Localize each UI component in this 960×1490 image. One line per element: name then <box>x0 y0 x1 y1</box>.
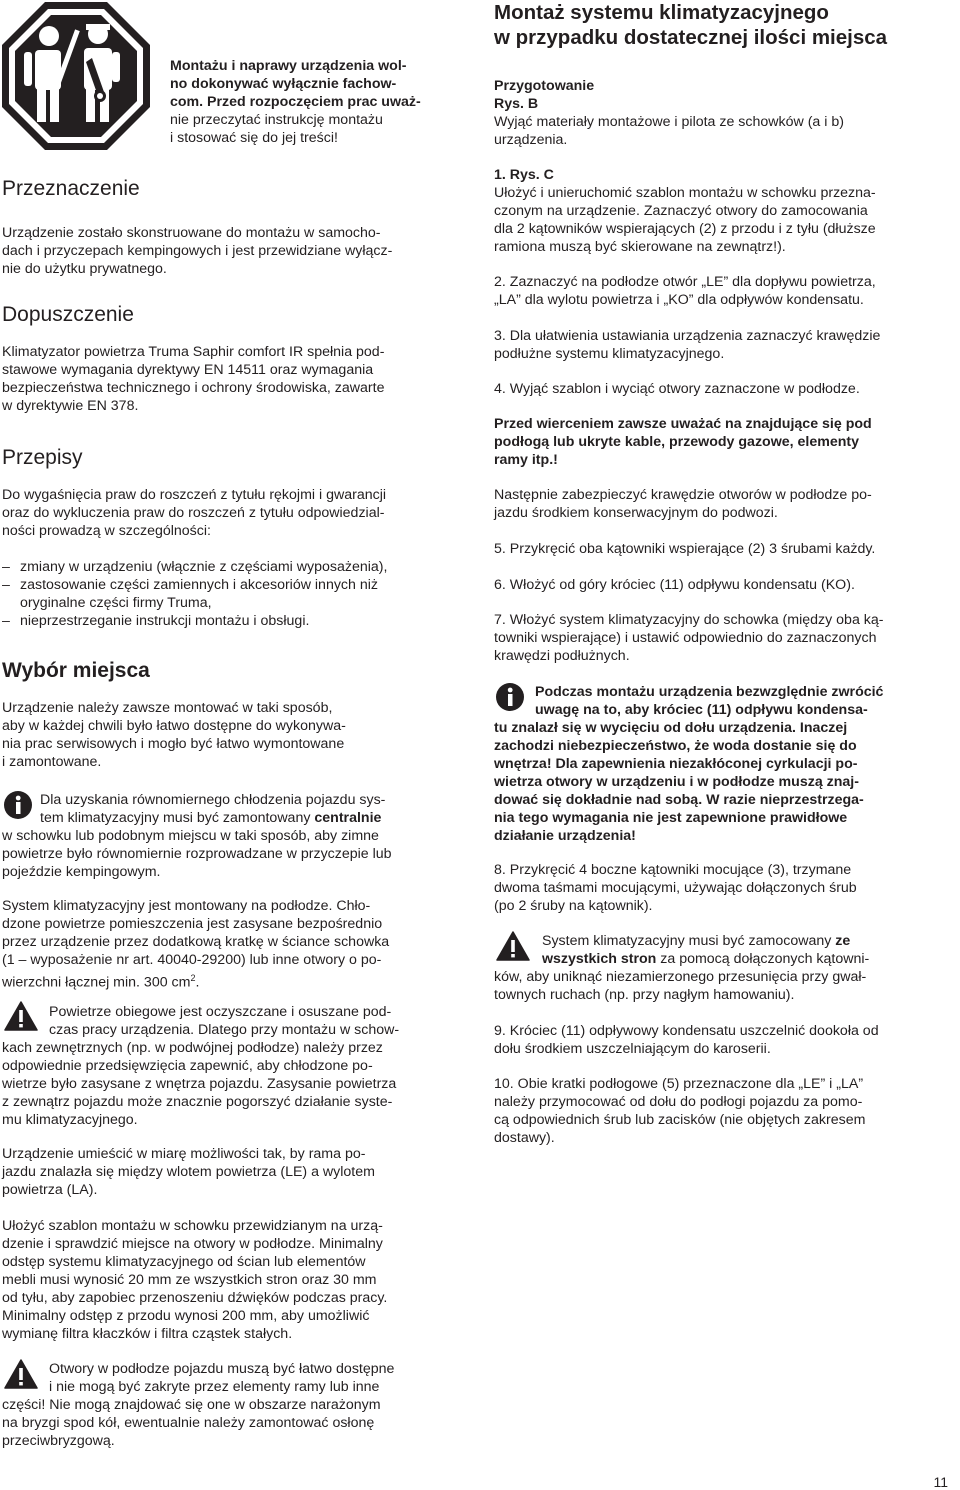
info-note-body <box>2 827 468 881</box>
text-line: stawowe wymagania dyrektywy EN 14511 oraz wymagania <box>2 362 374 378</box>
page-number: 11 <box>933 1474 948 1490</box>
approval-heading: Dopuszczenie <box>2 303 134 326</box>
text-line: Urządzenie zostało skonstruowane do montażu w samocho- <box>2 225 381 241</box>
secure-edges <box>494 486 956 522</box>
step-4 <box>494 380 956 398</box>
text-line: Urządzenie należy zawsze montować w taki sposób, <box>2 700 333 716</box>
emphasis: centralnie <box>314 810 382 826</box>
text-line: powietrza (LA). <box>2 1182 98 1198</box>
text-line: z zewnątrz pojazdu może znacznie pogorszyć działanie syste- <box>2 1094 393 1110</box>
text-line: ramiona muszą być skierowane na zewnątrz!). <box>494 239 786 255</box>
step-6 <box>494 576 956 594</box>
text-line: przez urządzenie przez dodatkową kratkę w ściance schowka <box>2 934 390 950</box>
intro-warning-line: i stosować się do jej treści! <box>170 130 338 146</box>
step-8 <box>494 861 956 915</box>
text-line: 7. Włożyć system klimatyzacyjny do schowka (między oba ką- <box>494 612 884 628</box>
text-line: na bryzgi spod kół, ewentualnie należy zamontować osłonę <box>2 1415 375 1431</box>
text-line: powietrze było równomiernie rozprowadzane w przyczepie lub <box>2 846 392 862</box>
text-line: przeciwbryzgową. <box>2 1433 115 1449</box>
text-line: działanie urządzenia! <box>494 828 636 844</box>
text-line: wietrze było zasysane z wnętrza pojazdu. Zasysanie powietrza <box>2 1076 397 1092</box>
text-line: 2. Zaznaczyć na podłodze otwór „LE” dla dopływu powietrza, <box>494 274 876 290</box>
text-line: dzenie i sprawdzić miejsce na otwory w podłodze. Minimalny <box>2 1236 383 1252</box>
text-line: „LA” dla wylotu powietrza i „KO” dla odpływów kondensatu. <box>494 292 864 308</box>
text-line: Ułożyć i unieruchomić szablon montażu w schowku przezna- <box>494 185 876 201</box>
text-line: aby w każdej chwili było łatwo dostępne do wykonywa- <box>2 718 346 734</box>
list-item-continuation: oryginalne części firmy Truma, <box>20 595 212 611</box>
text-line: dwoma taśmami mocującymi, używając dołączonych śrub <box>494 880 857 896</box>
location-text <box>2 699 468 771</box>
text-line: odstęp systemu klimatyzacyjnego od ścian lub elementów <box>2 1254 366 1270</box>
text-line: tu znalazł się w wycięciu od dołu urządzenia. Inaczej <box>494 720 848 736</box>
template-paragraph <box>2 1217 468 1343</box>
text-line: (po 2 śruby na kątownik). <box>494 898 653 914</box>
list-item: – nieprzestrzeganie instrukcji montażu i obsługi. <box>2 612 468 630</box>
preparation <box>494 77 956 149</box>
warning2-body <box>2 1396 468 1450</box>
step-3 <box>494 327 956 363</box>
text-line: ków, aby uniknąć niezamierzonego przesunięcia przy gwał- <box>494 969 867 985</box>
step-1 <box>494 166 956 256</box>
text-line: wnętrza! Dla zapewnienia niezakłóconej cyrkulacji po- <box>494 756 858 772</box>
text-line: bezpieczeństwa technicznego i ochrony środowiska, zawarte <box>2 380 385 396</box>
intro-warning-line: com. Przed rozpoczęciem prac uważ- <box>170 94 421 110</box>
warning-triangle-icon <box>4 1359 38 1389</box>
text-line: mebli musi wynosić 20 mm ze wszystkich stron oraz 30 mm <box>2 1272 377 1288</box>
text-line: w schowku lub podobnym miejscu w taki sposób, aby zimne <box>2 828 379 844</box>
text-span: . <box>195 974 200 991</box>
text-line: ności prowadzą w szczególności: <box>2 523 211 539</box>
stop-sign-icon <box>0 0 152 152</box>
text-line: townych ruchach (np. przy nagłym hamowaniu). <box>494 987 795 1003</box>
text-line: Otwory w podłodze pojazdu muszą być łatwo dostępne <box>49 1361 395 1377</box>
drill-warning <box>494 415 956 469</box>
text-span: wierzchni łącznej min. 300 cm <box>2 974 191 991</box>
list-item: – zmiany w urządzeniu (włącznie z częściami wyposażenia), <box>2 558 468 576</box>
text-line: kach zewnętrznych (np. w podwójnej podłodze) należy przez <box>2 1040 383 1056</box>
text-line: nia tego wymagania nie jest zapewnione prawidłowe <box>494 810 848 826</box>
text-span: za pomocą dołączonych kątowni- <box>656 951 870 967</box>
text-line: urządzenia. <box>494 132 568 148</box>
text-line: pojeździe kempingowym. <box>2 864 161 880</box>
text-line: oraz do wykluczenia praw do roszczeń z tytułu odpowiedzial- <box>2 505 385 521</box>
text-line: ramy itp.! <box>494 452 558 468</box>
text-line: cą odpowiednich śrub lub zacisków (nie objętych zakresem <box>494 1112 866 1128</box>
text-line: wymianę filtra kłaczków i filtra cząstek stałych. <box>2 1326 293 1342</box>
step-9 <box>494 1022 956 1058</box>
section-heading <box>494 0 956 50</box>
purpose-text <box>2 224 468 278</box>
text-line: czonym na urządzenie. Zaznaczyć otwory do zamocowania <box>494 203 868 219</box>
text-line: Ułożyć szablon montażu w schowku przewidzianym na urzą- <box>2 1218 383 1234</box>
text-span: tem klimatyzacyjny musi być zamontowany <box>40 810 315 826</box>
warning1-body <box>2 1039 468 1129</box>
text-line: 3. Dla ułatwienia ustawiania urządzenia zaznaczyć krawędzie <box>494 328 881 344</box>
text-line: towniki wspierające) i ustawić odpowiednio do zaznaczonych <box>494 630 877 646</box>
heading-line: Montaż systemu klimatyzacyjnego <box>494 1 829 24</box>
text-line: krawędzi podłużnych. <box>494 648 630 664</box>
list-item: – zastosowanie części zamiennych i akcesoriów innych niż <box>2 576 468 594</box>
text-line: Minimalny odstęp z przodu wynosi 200 mm, aby umożliwić <box>2 1308 370 1324</box>
text-line: jazdu środkiem konserwacyjnym do podwozi. <box>494 505 778 521</box>
text-line: dla 2 kątowników wspierających (2) z przodu i z tyłu (dłuższe <box>494 221 876 237</box>
text-line: (1 – wyposażenie nr art. 40040-29200) lub inne otwory o po- <box>2 952 382 968</box>
text-line: Powietrze obiegowe jest oczyszczane i osuszane pod- <box>49 1004 392 1020</box>
text-line: odpowiednie przedsięwzięcia zapewnić, aby chłodzone po- <box>2 1058 373 1074</box>
location-heading: Wybór miejsca <box>2 659 150 682</box>
text-line: 6. Włożyć od góry króciec (11) odpływu kondensatu (KO). <box>494 577 855 593</box>
text-line: Dla uzyskania równomiernego chłodzenia pojazdu sys- <box>40 792 386 808</box>
text-line: jazdu znalazła się między wlotem powietrza (LE) a wylotem <box>2 1164 375 1180</box>
warning-triangle-icon <box>496 931 530 961</box>
floor-paragraph <box>2 897 468 992</box>
text-line: 4. Wyjąć szablon i wyciąć otwory zaznaczone w podłodze. <box>494 381 860 397</box>
text-line: 5. Przykręcić oba kątowniki wspierające (2) 3 śrubami każdy. <box>494 541 876 557</box>
text-line: od tyłu, aby zapobiec przenoszeniu dźwięków podczas pracy. <box>2 1290 388 1306</box>
text-line: Urządzenie umieścić w miarę możliwości tak, by rama po- <box>2 1146 366 1162</box>
warning1-head <box>49 1003 469 1039</box>
warning3-body <box>494 968 956 1004</box>
text-line: 10. Obie kratki podłogowe (5) przeznaczone dla „LE” i „LA” <box>494 1076 864 1092</box>
text-line: uwagę na to, aby króciec (11) odpływu kondensa- <box>535 702 868 718</box>
step-2 <box>494 273 956 309</box>
text-line: Podczas montażu urządzenia bezwzględnie zwrócić <box>535 684 884 700</box>
intro-warning-line: nie przeczytać instrukcję montażu <box>170 112 383 128</box>
text-line: System klimatyzacyjny jest montowany na podłodze. Chło- <box>2 898 371 914</box>
text-line: i zamontowane. <box>2 754 102 770</box>
text-line: i nie mogą być zakryte przez elementy ramy lub inne <box>49 1379 380 1395</box>
text-line: nia prac serwisowych i mogło być łatwo wymontowane <box>2 736 345 752</box>
text-line: części! Nie mogą znajdować się one w obszarze narażonym <box>2 1397 381 1413</box>
frame-paragraph <box>2 1145 468 1199</box>
info-icon <box>4 791 32 819</box>
step-title: 1. Rys. C <box>494 167 554 183</box>
regulations-heading: Przepisy <box>2 446 83 469</box>
text-line: dować się dokładnie nad sobą. W razie nieprzestrzega- <box>494 792 864 808</box>
intro-warning-line: Montażu i naprawy urządzenia wol- <box>170 58 407 74</box>
text-line: Przed wierceniem zawsze uważać na znajdujące się pod <box>494 416 872 432</box>
text-span: System klimatyzacyjny musi być zamocowany <box>542 933 836 949</box>
text-line: dostawy). <box>494 1130 555 1146</box>
superscript: 2 <box>190 973 196 983</box>
info-bold-body <box>494 719 956 845</box>
text-line: mu klimatyzacyjnego. <box>2 1112 138 1128</box>
regulations-list <box>2 558 468 630</box>
text-line: czas pracy urządzenia. Dlatego przy montażu w schow- <box>49 1022 400 1038</box>
step-7 <box>494 611 956 665</box>
warning3-head <box>542 932 956 968</box>
approval-text <box>2 343 468 415</box>
text-line: 8. Przykręcić 4 boczne kątowniki mocujące (3), trzymane <box>494 862 852 878</box>
purpose-heading: Przeznaczenie <box>2 177 140 200</box>
info-icon <box>496 683 524 711</box>
text-line: Do wygaśnięcia praw do roszczeń z tytułu rękojmi i gwarancji <box>2 487 387 503</box>
text-line: podłogą lub ukryte kable, przewody gazowe, elementy <box>494 434 860 450</box>
intro-warning-line: no dokonywać wyłącznie fachow- <box>170 76 397 92</box>
text-line: dach i przyczepach kempingowych i jest przewidziane wyłącz- <box>2 243 393 259</box>
emphasis: ze <box>835 933 851 949</box>
warning-triangle-icon <box>4 1001 38 1031</box>
text-line: 9. Króciec (11) odpływowy kondensatu uszczelnić dookoła od <box>494 1023 879 1039</box>
text-line: należy przymocować od dołu do podłogi pojazdu za pomo- <box>494 1094 863 1110</box>
emphasis: wszystkich stron <box>542 951 657 967</box>
text-line: wietrza otwory w urządzeniu i w podłodze muszą znaj- <box>494 774 859 790</box>
heading-line: w przypadku dostatecznej ilości miejsca <box>494 26 888 49</box>
regulations-text <box>2 486 468 540</box>
text-line: Wyjąć materiały montażowe i pilota ze schowków (a i b) <box>494 114 844 130</box>
text-line: zachodzi niebezpieczeństwo, że woda dostanie się do <box>494 738 857 754</box>
info-bold-head <box>535 683 955 719</box>
text-line: nie do użytku prywatnego. <box>2 261 167 277</box>
text-line: Następnie zabezpieczyć krawędzie otworów w podłodze po- <box>494 487 872 503</box>
step-5 <box>494 540 956 558</box>
step-10 <box>494 1075 956 1147</box>
text-line: dzone powietrze pomieszczenia jest zasysane bezpośrednio <box>2 916 383 932</box>
text-line: podłużne systemu klimatyzacyjnego. <box>494 346 725 362</box>
subheading: Przygotowanie <box>494 78 595 94</box>
intro-warning <box>170 57 470 147</box>
warning2-head <box>49 1360 469 1396</box>
text-line: Klimatyzator powietrza Truma Saphir comfort IR spełnia pod- <box>2 344 385 360</box>
figure-ref: Rys. B <box>494 96 539 112</box>
info-note-head <box>40 791 470 827</box>
text-line: dołu środkiem uszczelniającym do karoserii. <box>494 1041 771 1057</box>
text-line: w dyrektywie EN 378. <box>2 398 139 414</box>
